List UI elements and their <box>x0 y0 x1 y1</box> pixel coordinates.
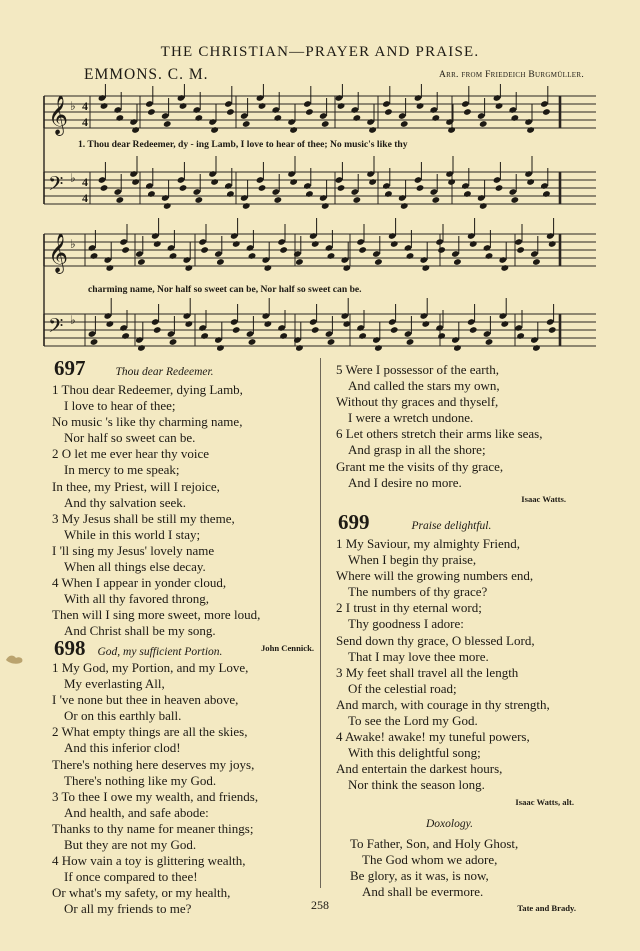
hymn-author: Isaac Watts, alt. <box>515 796 574 807</box>
note-head <box>421 320 430 328</box>
note-head <box>210 178 219 186</box>
note-head <box>374 258 383 266</box>
note-head <box>289 126 298 134</box>
hymn-line: Nor half so sweet can be. <box>64 430 196 446</box>
note-head <box>495 102 504 110</box>
note-head <box>105 320 114 328</box>
note-head <box>453 344 462 352</box>
note-head <box>374 344 383 352</box>
note-head <box>421 264 430 272</box>
note-head <box>337 184 346 192</box>
lyrics-line-1: 1. Thou dear Redeemer, dy - ing Lamb, I love to hear of thee; No music's like thy <box>78 139 408 150</box>
note-head <box>548 326 557 334</box>
note-head <box>548 240 557 248</box>
note-head <box>305 108 314 116</box>
note-head <box>447 178 456 186</box>
note-head <box>100 184 109 192</box>
note-head <box>352 196 361 204</box>
note-head <box>485 252 494 260</box>
time-signature-bottom: 4 <box>82 191 88 205</box>
note-head <box>232 326 241 334</box>
arranger-credit: Arr. from Friedeich Burgmüller. <box>438 70 584 80</box>
hymn-line: Grant me the visits of thy grace, <box>336 458 504 474</box>
hymn-number: 698 <box>54 636 86 660</box>
note-head <box>263 320 272 328</box>
note-head <box>131 126 140 134</box>
note-head <box>295 344 304 352</box>
hymn-line: With all thy favored throng, <box>64 591 209 607</box>
hymn-line: But they are not my God. <box>64 837 197 853</box>
note-head <box>248 338 257 346</box>
note-head <box>121 332 130 340</box>
hymn-line: And called the stars my own, <box>348 378 500 394</box>
hymn-line: Then will I sing more sweet, more loud, <box>52 607 261 623</box>
hymn-line: Where will the growing numbers end, <box>336 568 534 584</box>
hymn-line: And Christ shall be my song. <box>64 623 216 639</box>
hymn-line: I love to hear of thee; <box>64 398 176 414</box>
note-head <box>100 102 109 110</box>
hymn-line: 3 My Jesus shall be still my theme, <box>52 510 235 526</box>
note-head <box>200 246 209 254</box>
note-head <box>153 326 162 334</box>
note-head <box>321 202 330 210</box>
note-head <box>289 178 298 186</box>
hymn-author: Isaac Watts. <box>521 493 566 504</box>
note-head <box>305 190 314 198</box>
hymn-line: No music 's like thy charming name, <box>52 414 243 430</box>
flat-sign: ♭ <box>70 171 76 185</box>
note-head <box>311 240 320 248</box>
note-head <box>358 332 367 340</box>
hymn-line: In mercy to me speak; <box>64 462 180 478</box>
hymn-title: Thou dear Redeemer. <box>115 366 214 378</box>
note-head <box>226 190 235 198</box>
note-head <box>147 108 156 116</box>
note-head <box>169 252 178 260</box>
note-head <box>368 178 377 186</box>
note-head <box>115 114 124 122</box>
note-head <box>327 252 336 260</box>
hymn-line: And thy salvation seek. <box>64 494 187 510</box>
hymn-line: I were a wretch undone. <box>348 410 474 426</box>
hymn-line: And this inferior clod! <box>64 740 181 756</box>
note-head <box>263 264 272 272</box>
note-head <box>526 178 535 186</box>
note-head <box>390 326 399 334</box>
note-head <box>147 190 156 198</box>
hymn-line: 1 My God, my Portion, and my Love, <box>52 660 249 675</box>
doxology-title: Doxology. <box>426 818 473 830</box>
note-head <box>279 332 288 340</box>
hymn-line: That I may love thee more. <box>348 648 489 664</box>
hymn-line: And grasp in all the shore; <box>348 442 486 458</box>
hymn-line: 6 Let others stretch their arms like seas, <box>336 426 543 442</box>
note-head <box>115 196 124 204</box>
note-head <box>416 184 425 192</box>
note-head <box>500 320 509 328</box>
tune-name: EMMONS. C. M. <box>84 66 209 83</box>
note-head <box>210 126 219 134</box>
note-head <box>500 264 509 272</box>
note-head <box>510 196 519 204</box>
hymn-698-text <box>52 660 314 918</box>
note-head <box>121 246 130 254</box>
note-head <box>90 252 99 260</box>
hymn-line: To Father, Son, and Holy Ghost, <box>350 836 519 851</box>
hymn-line: Thanks to thy name for meaner things; <box>52 820 254 836</box>
bass-clef-icon: 𝄢 <box>48 314 64 342</box>
note-head <box>194 114 203 122</box>
page-number: 258 <box>311 898 329 912</box>
hymn-line: 4 When I appear in yonder cloud, <box>52 575 227 591</box>
note-head <box>163 120 172 128</box>
note-head <box>200 332 209 340</box>
hymn-line: Of the celestial road; <box>348 680 457 696</box>
running-head: THE CHRISTIAN—PRAYER AND PRAISE. <box>160 44 480 60</box>
hymn-line: Or all my friends to me? <box>64 901 192 917</box>
note-head <box>295 258 304 266</box>
note-head <box>485 338 494 346</box>
hymn-line: 2 O let me ever hear thy voice <box>52 446 210 462</box>
note-head <box>437 246 446 254</box>
note-head <box>216 258 225 266</box>
score-staves <box>40 84 600 354</box>
column-divider <box>320 358 321 888</box>
treble-clef-icon: 𝄞 <box>48 95 69 135</box>
hymn-line: And march, with courage in thy strength, <box>336 696 550 712</box>
note-head <box>258 102 267 110</box>
hymn-title: God, my sufficient Portion. <box>97 646 223 658</box>
note-head <box>216 344 225 352</box>
hymn-line: And health, and safe abode: <box>64 804 209 820</box>
note-head <box>463 108 472 116</box>
note-head <box>516 246 525 254</box>
hymn-author: John Cennick. <box>260 642 314 653</box>
hymn-line: Or what's my safety, or my health, <box>52 885 231 901</box>
note-head <box>137 258 146 266</box>
hymn-line: There's nothing like my God. <box>64 772 217 788</box>
note-head <box>400 202 409 210</box>
note-head <box>358 246 367 254</box>
hymn-line: While in this world I stay; <box>64 526 201 542</box>
note-head <box>431 196 440 204</box>
hymn-line: To see the Lord my God. <box>348 713 478 729</box>
note-head <box>327 338 336 346</box>
hymn-line: 5 Were I possessor of the earth, <box>336 362 499 377</box>
hymn-697-continued <box>336 362 596 505</box>
note-head <box>542 190 551 198</box>
note-head <box>137 344 146 352</box>
note-head <box>469 326 478 334</box>
hymn-line: When I begin thy praise, <box>348 552 477 568</box>
note-head <box>273 196 282 204</box>
hymn-number: 699 <box>338 510 370 534</box>
note-head <box>532 258 541 266</box>
time-signature-top: 4 <box>82 99 88 113</box>
hymn-line: Or on this earthly ball. <box>64 708 182 724</box>
note-head <box>169 338 178 346</box>
note-head <box>390 240 399 248</box>
note-head <box>400 120 409 128</box>
hymn-line: And I desire no more. <box>348 474 462 490</box>
hymn-line: 1 My Saviour, my almighty Friend, <box>336 536 520 551</box>
hymn-699-heading <box>338 510 491 535</box>
hymn-line: Nor think the season long. <box>348 777 485 793</box>
music-score <box>40 84 600 354</box>
note-head <box>526 126 535 134</box>
note-head <box>179 184 188 192</box>
hymn-title: Praise delightful. <box>411 520 492 532</box>
note-head <box>337 102 346 110</box>
note-head <box>437 332 446 340</box>
note-head <box>321 120 330 128</box>
time-signature-bottom: 4 <box>82 115 88 129</box>
hymn-line: In thee, my Priest, will I rejoice, <box>52 478 220 494</box>
hymn-line: When all things else decay. <box>64 559 206 575</box>
note-head <box>453 258 462 266</box>
note-head <box>226 108 235 116</box>
hymn-line: 1 Thou dear Redeemer, dying Lamb, <box>52 382 243 397</box>
hymn-line: Thy goodness I adore: <box>348 616 464 632</box>
flat-sign: ♭ <box>70 237 76 251</box>
hymn-line: With this delightful song; <box>348 745 481 761</box>
hymn-697-text <box>52 382 314 654</box>
bass-clef-icon: 𝄢 <box>48 172 64 200</box>
note-head <box>516 332 525 340</box>
note-head <box>279 246 288 254</box>
note-head <box>352 114 361 122</box>
hymn-line: 3 To thee I owe my wealth, and friends, <box>52 788 259 804</box>
note-head <box>463 190 472 198</box>
hymn-line: If once compared to thee! <box>64 869 198 885</box>
note-head <box>194 196 203 204</box>
flat-sign: ♭ <box>70 99 76 113</box>
hymn-line: I 've none but thee in heaven above, <box>52 692 239 708</box>
hymn-line: 4 Awake! awake! my tuneful powers, <box>336 729 530 745</box>
note-head <box>431 114 440 122</box>
note-head <box>311 326 320 334</box>
hymn-author: Tate and Brady. <box>517 903 576 914</box>
note-head <box>232 240 241 248</box>
ink-blot-mark <box>4 652 26 666</box>
note-head <box>479 202 488 210</box>
note-head <box>384 108 393 116</box>
note-head <box>416 102 425 110</box>
hymn-line: I 'll sing my Jesus' lovely name <box>52 542 215 558</box>
note-head <box>153 240 162 248</box>
note-head <box>479 120 488 128</box>
lyrics-line-2: charming name, Nor half so sweet can be, Nor half so sweet can be. <box>88 284 362 295</box>
hymn-number: 697 <box>54 356 86 380</box>
hymn-line: And shall be evermore. <box>362 884 484 900</box>
hymn-698-heading <box>54 636 222 661</box>
note-head <box>510 114 519 122</box>
hymn-line: Without thy graces and thyself, <box>336 394 499 410</box>
treble-clef-icon: 𝄞 <box>48 233 69 273</box>
note-head <box>469 240 478 248</box>
note-head <box>447 126 456 134</box>
hymn-line: 4 How vain a toy is glittering wealth, <box>52 853 246 869</box>
flat-sign: ♭ <box>70 313 76 327</box>
note-head <box>131 178 140 186</box>
hymn-line: Be glory, as it was, is now, <box>350 868 489 884</box>
note-head <box>179 102 188 110</box>
hymn-697-heading <box>54 356 214 381</box>
hymn-line: 2 I trust in thy eternal word; <box>336 600 482 616</box>
note-head <box>90 338 99 346</box>
hymn-line: My everlasting All, <box>64 676 165 692</box>
note-head <box>184 320 193 328</box>
hymn-line: 2 What empty things are all the skies, <box>52 724 248 740</box>
hymn-line: The God whom we adore, <box>362 852 498 868</box>
note-head <box>542 108 551 116</box>
note-head <box>163 202 172 210</box>
note-head <box>384 190 393 198</box>
note-head <box>105 264 114 272</box>
note-head <box>532 344 541 352</box>
note-head <box>184 264 193 272</box>
hymn-line: The numbers of thy grace? <box>348 584 488 600</box>
hymn-line: There's nothing here deserves my joys, <box>52 756 255 772</box>
hymn-line: 3 My feet shall travel all the length <box>336 664 519 680</box>
note-head <box>273 114 282 122</box>
time-signature-top: 4 <box>82 175 88 189</box>
hymn-699-text <box>336 536 598 808</box>
note-head <box>495 184 504 192</box>
hymn-line: And entertain the darkest hours, <box>336 761 503 777</box>
hymn-line: Send down thy grace, O blessed Lord, <box>336 632 535 648</box>
note-head <box>242 202 251 210</box>
note-head <box>406 338 415 346</box>
note-head <box>242 120 251 128</box>
note-head <box>406 252 415 260</box>
note-head <box>258 184 267 192</box>
note-head <box>368 126 377 134</box>
note-head <box>248 252 257 260</box>
